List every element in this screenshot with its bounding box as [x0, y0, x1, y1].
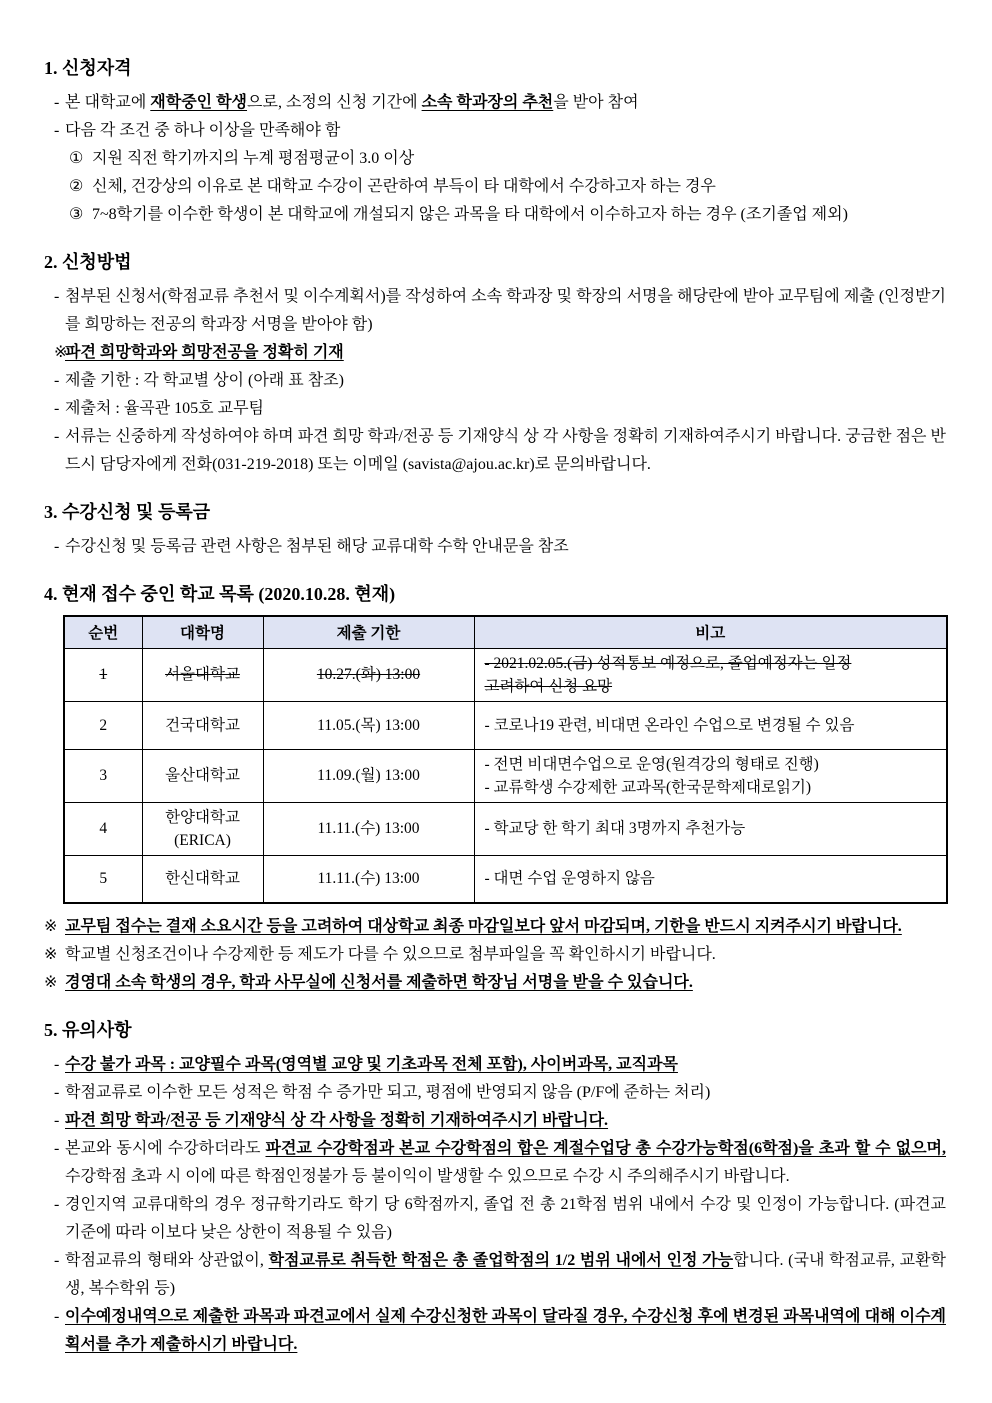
text-segment: 파견 희망 학과/전공 등 기재양식 상 각 사항을 정확히 기재하여주시기 바랍니다.: [65, 1112, 609, 1129]
text-segment: 신체, 건강상의 이유로 본 대학교 수강이 곤란하여 부득이 타 대학에서 수강하고자 하는 경우: [92, 178, 716, 195]
text-segment: 경영대 소속 학생의 경우, 학과 사무실에 신청서를 제출하면 학장님 서명을 받을 수 있습니다.: [65, 974, 693, 991]
section-registration-tuition: [44, 500, 946, 561]
section-items: [44, 533, 946, 561]
text-segment: 다음 각 조건 중 하나 이상을 만족해야 함: [65, 122, 341, 139]
text-segment: 재학중인 학생: [150, 94, 248, 111]
table-row: [64, 648, 947, 701]
list-item: [44, 1191, 946, 1247]
text-segment: 학교별 신청조건이나 수강제한 등 제도가 다를 수 있으므로 첨부파일을 꼭 확인하시기 바랍니다.: [65, 946, 716, 963]
cell-no: 4: [64, 802, 142, 855]
bullet-marker: -: [54, 1056, 60, 1073]
note-line: - 전면 비대면수업으로 운영(원격강의 형태로 진행): [484, 755, 819, 773]
table-footnotes: [44, 913, 946, 997]
list-item: [44, 423, 946, 479]
bullet-marker: -: [54, 400, 60, 417]
note-line: - 학교당 한 학기 최대 3명까지 추천가능: [484, 820, 746, 837]
bullet-marker: -: [54, 538, 60, 555]
bullet-marker: -: [54, 1084, 60, 1101]
bullet-marker: ※: [44, 974, 58, 991]
section-number: 3.: [44, 502, 58, 522]
cell-deadline: 11.09.(월) 13:00: [263, 749, 474, 802]
bullet-marker: ※: [44, 946, 58, 963]
bullet-marker: ※: [44, 918, 58, 935]
text-segment: 교무팀 접수는 결재 소요시간 등을 고려하여 대상학교 최종 마감일보다 앞서 마감되며, 기한을 반드시 지켜주시기 바랍니다.: [65, 918, 902, 935]
cell-deadline: 10.27.(화) 13:00: [263, 648, 474, 701]
text-segment: 학점교류로 이수한 모든 성적은 학점 수 증가만 되고, 평점에 반영되지 않음 (P/F에 준하는 처리): [65, 1084, 711, 1101]
cell-university: [142, 648, 263, 701]
section-eligibility: [44, 56, 946, 229]
list-item: [44, 1107, 946, 1135]
section-title-text: 현재 접수 중인 학교 목록 (2020.10.28. 현재): [62, 584, 396, 604]
cell-note: [474, 855, 947, 903]
list-item: [44, 201, 946, 229]
bullet-marker: -: [54, 94, 60, 111]
cell-note: [474, 648, 947, 701]
text-segment: 수강 불가 과목 : 교양필수 과목(영역별 교양 및 기초과목 전체 포함), 사이버과목, 교직과목: [65, 1056, 678, 1073]
col-header-university: 대학명: [142, 616, 263, 648]
university-name-line: 한신대학교: [165, 870, 240, 888]
school-table: [63, 615, 948, 904]
text-segment: 학점교류로 취득한 학점은 총 졸업학점의 1/2 범위 내에서 인정 가능: [268, 1252, 734, 1269]
university-name-line: 울산대학교: [165, 767, 240, 784]
table-header-row: [64, 616, 947, 648]
note-line: - 대면 수업 운영하지 않음: [484, 870, 655, 888]
text-segment: 파견교 수강학점과 본교 수강학점의 합은 계절수업당 총 수강가능학점(6학점)을 초과 할 수 없으며,: [265, 1140, 946, 1157]
cell-university: [142, 855, 263, 903]
bullet-marker: -: [54, 122, 60, 139]
col-header-no: 순번: [64, 616, 142, 648]
text-segment: 수강학점 초과 시 이에 따른 학점인정불가 등 불이익이 발생할 수 있으므로 수강 시 주의해주시기 바랍니다.: [65, 1168, 790, 1185]
section-title: [44, 250, 946, 274]
text-segment: 이수예정내역으로 제출한 과목과 파견교에서 실제 수강신청한 과목이 달라질 경우, 수강신청 후에 변경된 과목내역에 대해 이수계획서를 추가 제출하시기 바랍니다.: [65, 1308, 946, 1353]
bullet-marker: ③: [69, 206, 84, 223]
cell-note: [474, 749, 947, 802]
table-row: [64, 749, 947, 802]
university-name-line: 서울대학교: [165, 666, 240, 683]
note-line: - 교류학생 수강제한 교과목(한국문학제대로읽기): [484, 778, 812, 796]
university-name-line: 한양대학교: [165, 808, 240, 826]
section-title: [44, 56, 946, 80]
section-cautions: [44, 1018, 946, 1359]
col-header-note: 비고: [474, 616, 947, 648]
list-item: [44, 89, 946, 117]
section-how-to-apply: [44, 250, 946, 479]
list-item: [44, 1051, 946, 1079]
cell-note: [474, 802, 947, 855]
text-segment: 파견 희망학과와 희망전공을 정확히 기재: [65, 344, 344, 361]
list-item: [44, 533, 946, 561]
text-segment: 본 대학교에: [65, 94, 151, 111]
section-number: 1.: [44, 58, 58, 78]
text-segment: 7~8학기를 이수한 학생이 본 대학교에 개설되지 않은 과목을 타 대학에서 이수하고자 하는 경우 (조기졸업 제외): [92, 206, 848, 223]
section-number: 4.: [44, 584, 58, 604]
list-item: [44, 941, 946, 969]
bullet-marker: ②: [69, 178, 84, 195]
table-row: [64, 802, 947, 855]
text-segment: 학점교류의 형태와 상관없이,: [65, 1252, 269, 1269]
text-segment: 본교와 동시에 수강하더라도: [65, 1140, 266, 1157]
cell-note: [474, 701, 947, 749]
table-row: [64, 855, 947, 903]
table-body: [64, 648, 947, 903]
university-name-line: (ERICA): [174, 831, 231, 849]
bullet-marker: -: [54, 1140, 60, 1157]
text-segment: 합니다. (국내 학점교류, 교환학생, 복수학위 등): [65, 1252, 946, 1297]
section-items: [44, 1051, 946, 1359]
section-items: [44, 283, 946, 479]
cell-no: 3: [64, 749, 142, 802]
list-item: [44, 969, 946, 997]
section-number: 5.: [44, 1020, 58, 1040]
list-item: [44, 1079, 946, 1107]
list-item: [44, 1303, 946, 1359]
table-head: [64, 616, 947, 648]
cell-no: 2: [64, 701, 142, 749]
list-item: [44, 339, 946, 367]
table-row: [64, 701, 947, 749]
section-title: [44, 500, 946, 524]
list-item: [44, 173, 946, 201]
cell-university: [142, 802, 263, 855]
cell-deadline: 11.11.(수) 13:00: [263, 855, 474, 903]
list-item: [44, 367, 946, 395]
university-name-line: 건국대학교: [165, 716, 240, 734]
section-items: [44, 89, 946, 229]
bullet-marker: -: [54, 1196, 60, 1213]
text-segment: 제출 기한 : 각 학교별 상이 (아래 표 참조): [65, 372, 344, 389]
text-segment: 경인지역 교류대학의 경우 정규학기라도 학기 당 6학점까지, 졸업 전 총 21학점 범위 내에서 수강 및 인정이 가능합니다. (파견교 기준에 따라 이보다 낮은 상한이 적용될 수 있음): [65, 1196, 946, 1241]
bullet-marker: ※: [54, 344, 68, 361]
list-item: [44, 117, 946, 145]
list-item: [44, 145, 946, 173]
text-segment: 서류는 신중하게 작성하여야 하며 파견 희망 학과/전공 등 기재양식 상 각 사항을 정확히 기재하여주시기 바랍니다. 궁금한 점은 반드시 담당자에게 전화(031-219-2018) 또는 이메일 (savista@ajou.ac.kr)로 문의바랍니다.: [65, 428, 946, 473]
bullet-marker: -: [54, 428, 60, 445]
bullet-marker: ①: [69, 150, 84, 167]
note-line: - 코로나19 관련, 비대면 온라인 수업으로 변경될 수 있음: [484, 716, 855, 734]
text-segment: 수강신청 및 등록금 관련 사항은 첨부된 해당 교류대학 수학 안내문을 참조: [65, 538, 569, 555]
bullet-marker: -: [54, 1308, 60, 1325]
cell-deadline: 11.05.(목) 13:00: [263, 701, 474, 749]
bullet-marker: -: [54, 288, 60, 305]
text-segment: 으로, 소정의 신청 기간에: [247, 94, 422, 111]
section-school-list: [44, 582, 946, 997]
cell-no: 5: [64, 855, 142, 903]
list-item: [44, 283, 946, 339]
bullet-marker: -: [54, 1112, 60, 1129]
list-item: [44, 395, 946, 423]
bullet-marker: -: [54, 1252, 60, 1269]
text-segment: 을 받아 참여: [553, 94, 639, 111]
list-item: [44, 1247, 946, 1303]
col-header-deadline: 제출 기한: [263, 616, 474, 648]
cell-university: [142, 749, 263, 802]
list-item: [44, 1135, 946, 1191]
note-line: - 2021.02.05.(금) 성적통보 예정으로, 졸업예정자는 일정: [484, 654, 852, 672]
note-line: 고려하여 신청 요망: [484, 677, 613, 695]
text-segment: 첨부된 신청서(학점교류 추천서 및 이수계획서)를 작성하여 소속 학과장 및 학장의 서명을 해당란에 받아 교무팀에 제출 (인정받기를 희망하는 전공의 학과장 서명을 받아야 함): [65, 288, 946, 333]
cell-deadline: 11.11.(수) 13:00: [263, 802, 474, 855]
list-item: [44, 913, 946, 941]
cell-university: [142, 701, 263, 749]
cell-no: 1: [64, 648, 142, 701]
text-segment: 지원 직전 학기까지의 누계 평점평균이 3.0 이상: [92, 150, 415, 167]
section-title-text: 유의사항: [62, 1020, 132, 1040]
text-segment: 소속 학과장의 추천: [421, 94, 554, 111]
section-title: [44, 1018, 946, 1042]
text-segment: 제출처 : 율곡관 105호 교무팀: [65, 400, 265, 417]
section-number: 2.: [44, 252, 58, 272]
section-title-text: 수강신청 및 등록금: [62, 502, 211, 522]
section-title-text: 신청방법: [62, 252, 132, 272]
section-title: [44, 582, 946, 606]
bullet-marker: -: [54, 372, 60, 389]
section-title-text: 신청자격: [62, 58, 132, 78]
